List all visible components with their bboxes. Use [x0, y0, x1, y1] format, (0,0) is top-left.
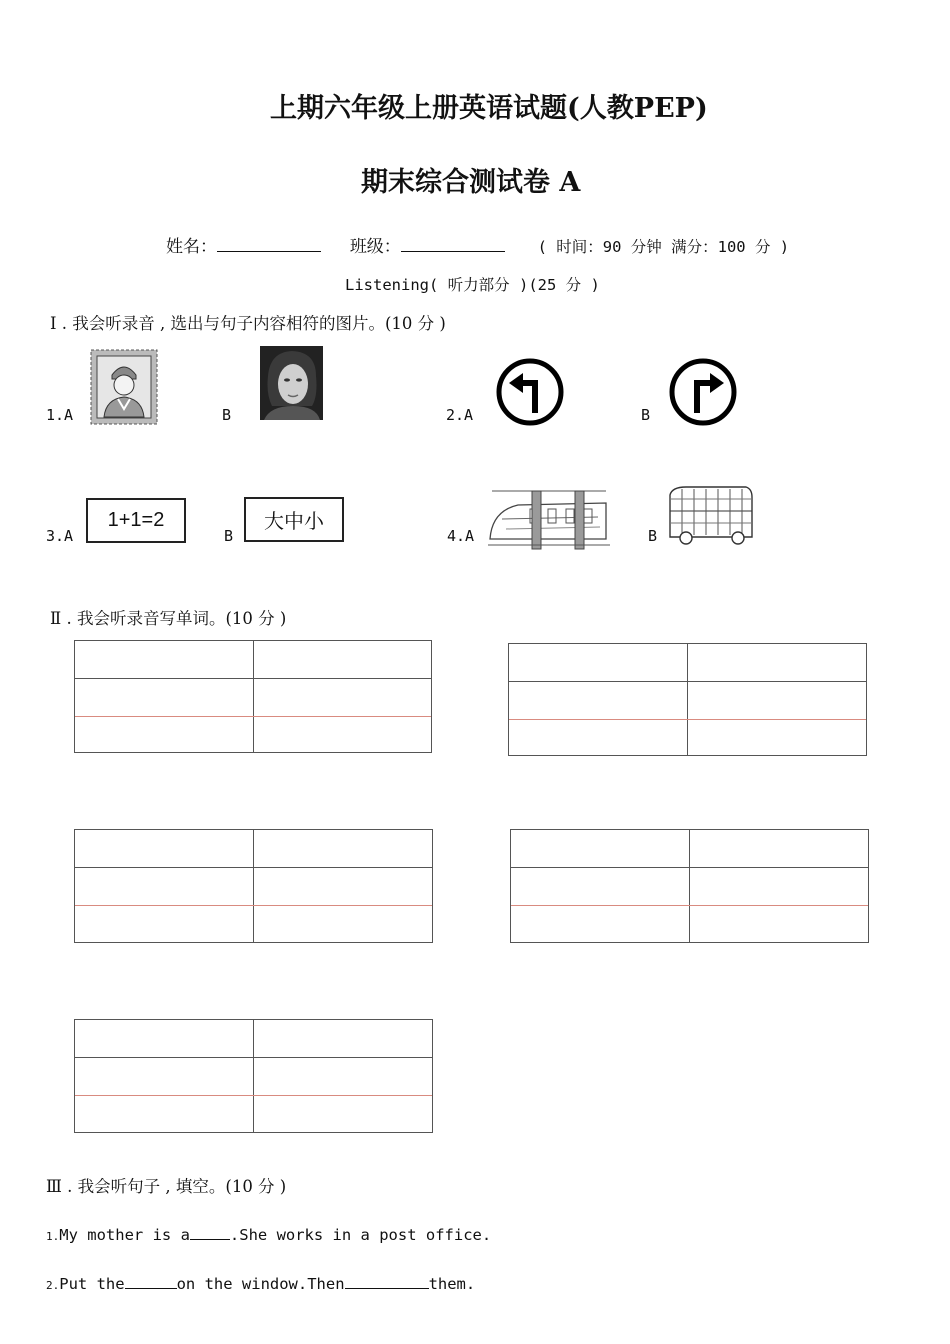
postman-stamp-image[interactable]: [90, 349, 158, 425]
word-grid-2[interactable]: [508, 643, 867, 756]
q4-label-b: B: [648, 527, 658, 545]
page-title: 上期六年级上册英语试题(人教PEP): [270, 93, 708, 124]
name-blank[interactable]: [217, 235, 321, 252]
class-blank[interactable]: [401, 235, 505, 252]
sentence-1-number: 1.: [46, 1230, 60, 1243]
class-label: 班级：: [349, 237, 401, 257]
word-grid-1[interactable]: [74, 640, 432, 753]
q2-label-a: 2.A: [446, 406, 474, 424]
q4-label-a: 4.A: [447, 527, 475, 545]
word-grid-5[interactable]: [74, 1019, 433, 1133]
sentence-1-blank[interactable]: [190, 1223, 230, 1240]
sentence-2-blank-1[interactable]: [125, 1272, 177, 1289]
size-box[interactable]: 大中小: [244, 497, 344, 542]
sentence-2-part-b: on the window.Then: [176, 1275, 345, 1293]
sentence-2-number: 2.: [46, 1279, 60, 1292]
q1-label-a: 1.A: [46, 406, 74, 424]
section-3-heading: Ⅲ . 我会听句子 , 填空。(10 分 ): [46, 1177, 287, 1196]
woman-portrait-image[interactable]: [260, 346, 323, 420]
page-subtitle: 期末综合测试卷 A: [361, 167, 581, 198]
name-label: 姓名：: [166, 237, 217, 257]
section-2-heading: Ⅱ . 我会听录音写单词。(10 分 ): [50, 609, 287, 628]
word-grid-3[interactable]: [74, 829, 433, 943]
sentence-2-blank-2[interactable]: [345, 1272, 429, 1289]
sentence-2: [46, 1272, 475, 1293]
info-line: [166, 232, 789, 257]
listening-heading: Listening( 听力部分 )(25 分 ): [345, 276, 600, 294]
turn-right-sign-icon[interactable]: [668, 357, 738, 427]
turn-left-sign-icon[interactable]: [495, 357, 565, 427]
sentence-2-part-c: them.: [428, 1275, 476, 1293]
q1-label-b: B: [222, 406, 232, 424]
sentence-1-part-b: .She works in a post office.: [229, 1226, 492, 1244]
sentence-2-part-a: Put the: [59, 1275, 125, 1293]
bus-image[interactable]: [666, 485, 756, 547]
section-1-heading: Ⅰ . 我会听录音 , 选出与句子内容相符的图片。(10 分 ): [50, 314, 446, 333]
q3-label-b: B: [224, 527, 234, 545]
q2-label-b: B: [641, 406, 651, 424]
sentence-1-part-a: My mother is a: [59, 1226, 190, 1244]
word-grid-4[interactable]: [510, 829, 869, 943]
q3-label-a: 3.A: [46, 527, 74, 545]
train-image[interactable]: [488, 489, 610, 551]
sentence-1: [46, 1223, 491, 1244]
time-info: ( 时间：90 分钟 满分：100 分 ): [537, 238, 790, 256]
math-box[interactable]: 1+1=2: [86, 498, 186, 543]
